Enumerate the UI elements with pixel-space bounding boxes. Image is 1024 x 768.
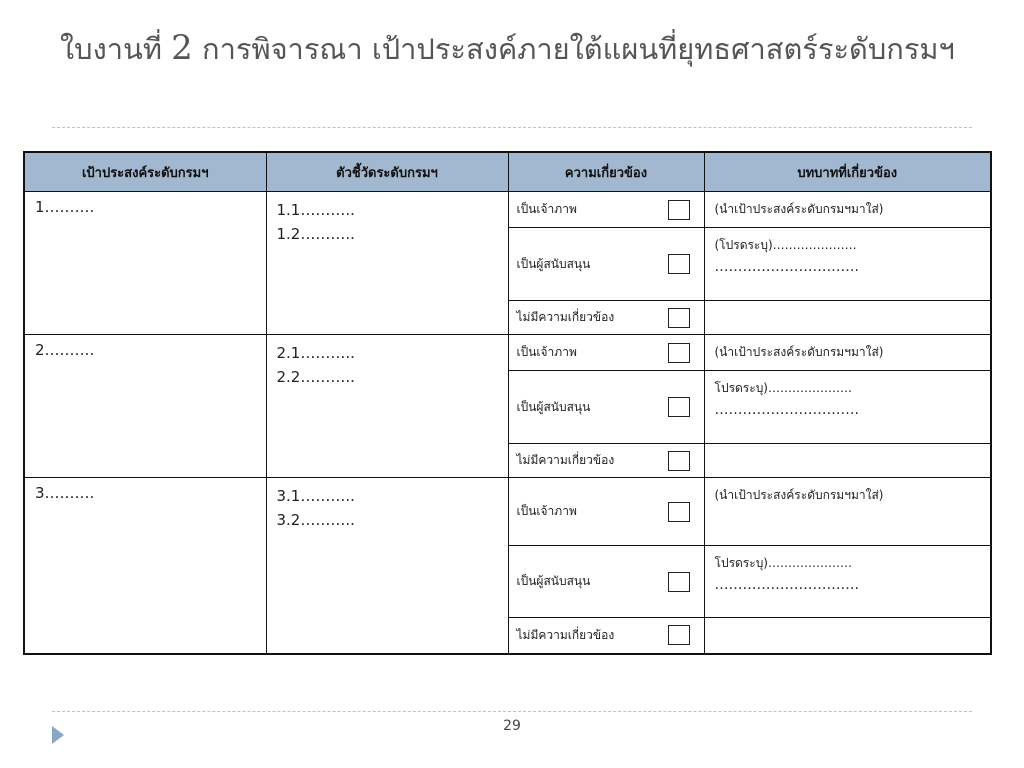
goal-cell[interactable]: 1……….: [24, 192, 266, 335]
relation-label: ไม่มีความเกี่ยวข้อง: [516, 627, 615, 642]
role-text: (นำเป้าประสงค์ระดับกรมฯมาใส่): [714, 345, 884, 359]
role-text: (นำเป้าประสงค์ระดับกรมฯมาใส่): [714, 488, 884, 502]
role-cell[interactable]: [704, 335, 991, 371]
kpi-item: 3.2………..: [276, 511, 355, 529]
relation-cell: [508, 228, 704, 301]
relation-label: เป็นผู้สนับสนุน: [516, 256, 591, 271]
header-role: บทบาทที่เกี่ยวข้อง: [704, 152, 991, 192]
relation-label: เป็นเจ้าภาพ: [516, 345, 577, 359]
role-cell[interactable]: [704, 546, 991, 618]
relation-cell: [508, 192, 704, 228]
bottom-divider: [52, 711, 972, 712]
page-title: [60, 20, 960, 77]
header-row: [24, 152, 991, 192]
play-triangle-icon: [52, 726, 64, 744]
page-number: 29: [503, 718, 521, 734]
role-text: (นำเป้าประสงค์ระดับกรมฯมาใส่): [714, 202, 884, 216]
role-cell[interactable]: [704, 618, 991, 654]
relation-label: ไม่มีความเกี่ยวข้อง: [516, 453, 615, 467]
kpi-item: 2.2………..: [276, 368, 355, 386]
table-row: [24, 192, 991, 228]
relation-label: เป็นผู้สนับสนุน: [516, 574, 591, 588]
role-text-line2: ………………………….: [714, 577, 859, 593]
relation-label: เป็นเจ้าภาพ: [516, 504, 577, 518]
table-row: [24, 478, 991, 546]
role-text: (โปรดระบุ)…………………: [714, 238, 857, 252]
relation-cell: [508, 444, 704, 478]
role-text-line2: ………………………….: [714, 402, 859, 418]
checkbox[interactable]: [668, 451, 690, 471]
kpi-item: 1.1………..: [276, 201, 355, 219]
checkbox[interactable]: [668, 625, 690, 645]
relation-cell: [508, 618, 704, 654]
kpi-cell[interactable]: [266, 335, 508, 478]
role-cell[interactable]: [704, 301, 991, 335]
header-relation: ความเกี่ยวข้อง: [508, 152, 704, 192]
checkbox[interactable]: [668, 572, 690, 592]
kpi-item: 2.1………..: [276, 344, 355, 362]
top-divider: [52, 127, 972, 128]
kpi-item: 1.2………..: [276, 225, 355, 243]
checkbox[interactable]: [668, 254, 690, 274]
relation-cell: [508, 478, 704, 546]
goal-cell[interactable]: 2……….: [24, 335, 266, 478]
table-row: [24, 335, 991, 371]
role-cell[interactable]: [704, 371, 991, 444]
checkbox[interactable]: [668, 200, 690, 220]
checkbox[interactable]: [668, 502, 690, 522]
role-cell[interactable]: [704, 444, 991, 478]
goal-cell[interactable]: 3……….: [24, 478, 266, 654]
role-text: โปรดระบุ)…………………: [714, 381, 852, 395]
role-text-line2: ………………………….: [714, 259, 859, 275]
title-suffix: การพิจารณา เป้าประสงค์ภายใต้แผนที่ยุทธศาสตร์ระดับกรมฯ: [192, 32, 955, 66]
kpi-item: 3.1………..: [276, 487, 355, 505]
relation-label: เป็นผู้สนับสนุน: [516, 399, 591, 414]
title-number: 2: [171, 28, 193, 68]
relation-label: เป็นเจ้าภาพ: [516, 202, 577, 216]
worksheet-table: [23, 151, 992, 655]
kpi-cell[interactable]: [266, 192, 508, 335]
title-prefix: ใบงานที่: [60, 32, 172, 66]
relation-cell: [508, 301, 704, 335]
checkbox[interactable]: [668, 343, 690, 363]
relation-cell: [508, 371, 704, 444]
role-cell[interactable]: [704, 478, 991, 546]
role-cell[interactable]: [704, 192, 991, 228]
checkbox[interactable]: [668, 397, 690, 417]
relation-cell: [508, 546, 704, 618]
role-cell[interactable]: [704, 228, 991, 301]
header-goal: เป้าประสงค์ระดับกรมฯ: [24, 152, 266, 192]
relation-cell: [508, 335, 704, 371]
kpi-cell[interactable]: [266, 478, 508, 654]
checkbox[interactable]: [668, 308, 690, 328]
role-text: โปรดระบุ)…………………: [714, 556, 852, 570]
relation-label: ไม่มีความเกี่ยวข้อง: [516, 310, 615, 324]
header-kpi: ตัวชี้วัดระดับกรมฯ: [266, 152, 508, 192]
